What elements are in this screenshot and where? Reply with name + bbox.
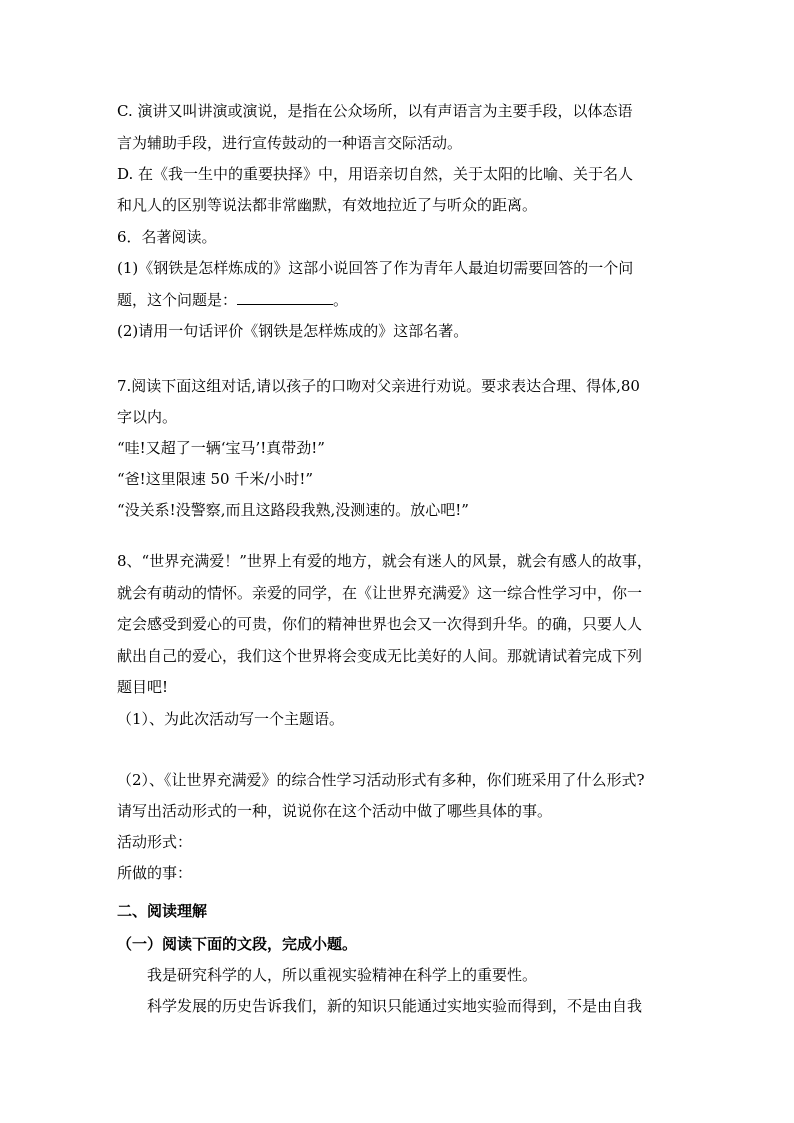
question-8-1: （1）、为此次活动写一个主题语。 bbox=[117, 710, 345, 728]
dialogue-line-1: “哇!又超了一辆‘宝马’!真带劲!” bbox=[117, 439, 325, 457]
dialogue-line-2: “爸!这里限速 50 千米/小时!” bbox=[117, 470, 314, 488]
question-6-title: 6．名著阅读。 bbox=[117, 228, 217, 246]
question-8-line-4: 献出自己的爱心，我们这个世界将会变成无比美好的人间。那就请试着完成下列 bbox=[117, 647, 643, 665]
question-6-2: (2)请用一句话评价《钢铁是怎样炼成的》这部名著。 bbox=[117, 322, 469, 340]
document-page bbox=[117, 0, 683, 1123]
question-8-2-line-1: （2）、《让世界充满爱》的综合性学习活动形式有多种，你们班采用了什么形式? bbox=[117, 771, 645, 789]
answer-blank[interactable] bbox=[237, 290, 333, 305]
question-6-1-period: 。 bbox=[333, 291, 349, 309]
question-6-1-line-2 bbox=[117, 290, 348, 310]
dialogue-line-3: “没关系!没警察,而且这路段我熟,没测速的。放心吧!” bbox=[117, 501, 469, 519]
option-d-line-1: D. 在《我一生中的重要抉择》中，用语亲切自然，关于太阳的比喻、关于名人 bbox=[117, 165, 634, 183]
question-7-line-2: 字以内。 bbox=[117, 408, 178, 426]
question-8-line-2: 就会有萌动的情怀。亲爱的同学，在《让世界充满爱》这一综合性学习中，你一 bbox=[117, 584, 643, 602]
option-d-line-2: 和凡人的区别等说法都非常幽默，有效地拉近了与听众的距离。 bbox=[117, 196, 538, 214]
section-2-heading: 二、阅读理解 bbox=[117, 902, 208, 920]
option-c-line-2: 言为辅助手段，进行宣传鼓动的一种语言交际活动。 bbox=[117, 134, 463, 152]
passage-line-1: 我是研究科学的人，所以重视实验精神在科学上的重要性。 bbox=[147, 966, 538, 984]
question-8-line-1: 8、“世界充满爱！”世界上有爱的地方，就会有迷人的风景，就会有感人的故事， bbox=[117, 552, 652, 570]
activity-form-label: 活动形式： bbox=[117, 833, 193, 851]
passage-line-2: 科学发展的历史告诉我们，新的知识只能通过实地实验而得到，不是由自我 bbox=[147, 997, 643, 1015]
question-7-line-1: 7.阅读下面这组对话,请以孩子的口吻对父亲进行劝说。要求表达合理、得体,80 bbox=[117, 377, 640, 395]
question-8-line-3: 定会感受到爱心的可贵，你们的精神世界也会又一次得到升华。的确，只要人人 bbox=[117, 615, 643, 633]
option-c-line-1: C. 演讲又叫讲演或演说，是指在公众场所，以有声语言为主要手段，以体态语 bbox=[117, 102, 633, 120]
question-6-1-line-1: (1)《钢铁是怎样炼成的》这部小说回答了作为青年人最迫切需要回答的一个问 bbox=[117, 259, 634, 277]
question-6-1-prompt: 题，这个问题是： bbox=[117, 291, 238, 309]
question-8-line-5: 题目吧! bbox=[117, 678, 169, 696]
subsection-1-heading: （一）阅读下面的文段，完成小题。 bbox=[117, 935, 358, 953]
activity-deeds-label: 所做的事： bbox=[117, 864, 193, 882]
question-8-2-line-2: 请写出活动形式的一种，说说你在这个活动中做了哪些具体的事。 bbox=[117, 802, 553, 820]
